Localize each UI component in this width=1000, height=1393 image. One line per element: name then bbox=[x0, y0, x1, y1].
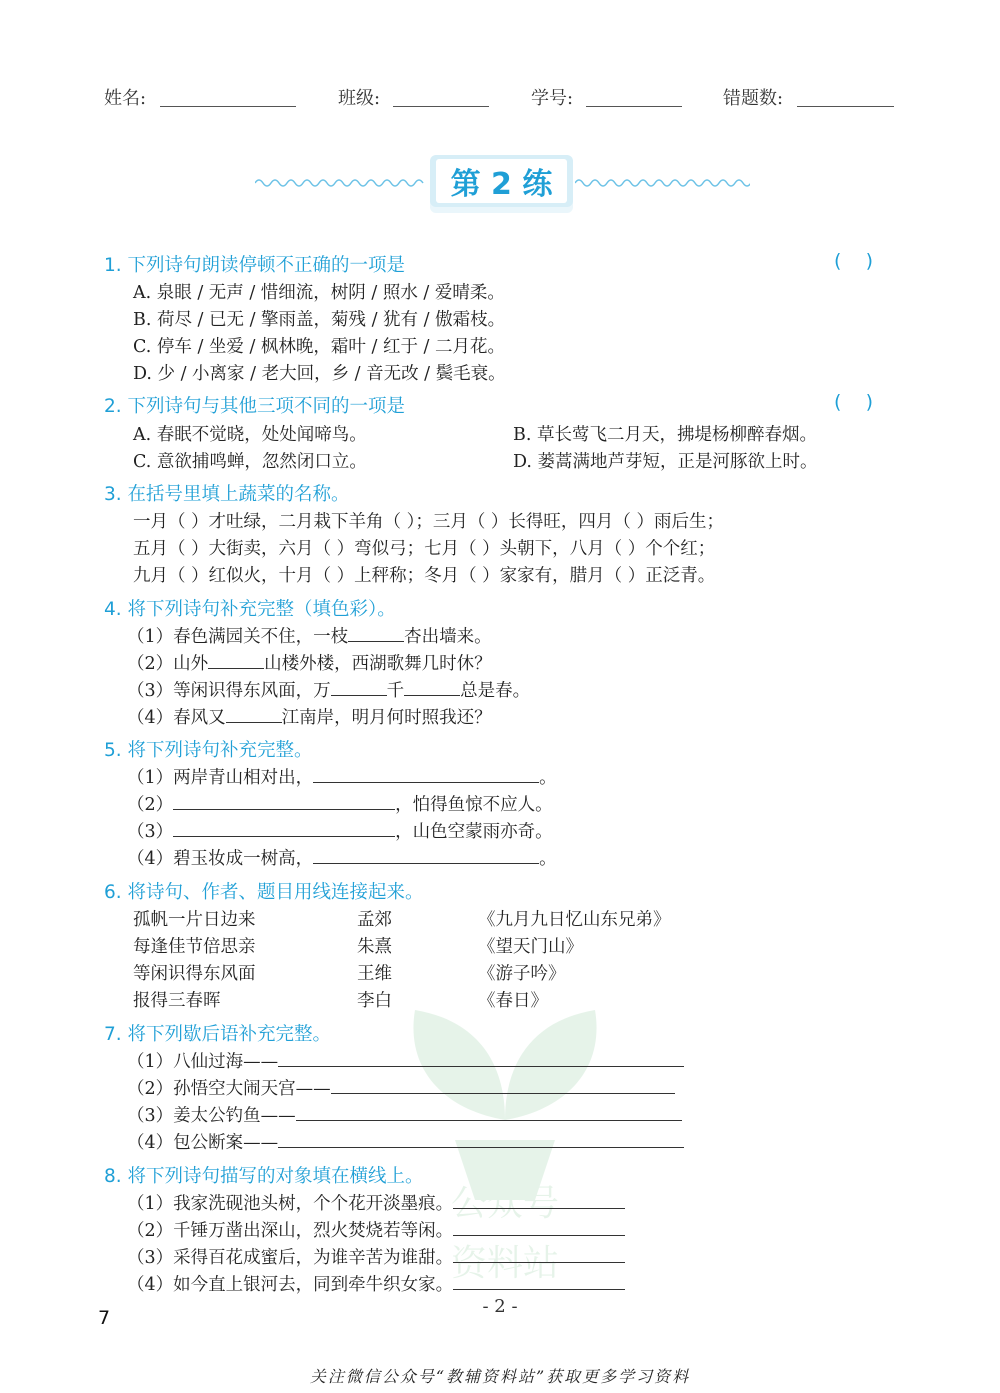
q5-item-2: （2） ，怕得鱼惊不应人。 bbox=[127, 791, 553, 816]
q1-option-b: B. 荷尽 / 已无 / 擎雨盖，菊残 / 犹有 / 傲霜枝。 bbox=[133, 310, 506, 330]
class-field[interactable] bbox=[393, 106, 489, 107]
q6-line-1: 孤帆一片日边来 bbox=[133, 910, 256, 930]
q7-blank-1[interactable] bbox=[278, 1048, 684, 1067]
question-4-title: 4. 将下列诗句补充完整（填色彩）。 bbox=[104, 599, 396, 620]
question-8-title: 8. 将下列诗句描写的对象填在横线上。 bbox=[104, 1166, 424, 1187]
name-field[interactable] bbox=[160, 106, 296, 107]
error-count-label: 错题数: bbox=[723, 88, 784, 109]
question-2-answer-paren[interactable]: ( ) bbox=[834, 391, 873, 413]
q4-blank-2[interactable] bbox=[208, 650, 264, 669]
q8-blank-4[interactable] bbox=[453, 1271, 625, 1290]
watermark-text-1: 公众号 bbox=[450, 1183, 560, 1224]
q6-line-3: 等闲识得东风面 bbox=[133, 964, 256, 984]
q7-item-2: （2）孙悟空大闹天宫—— bbox=[127, 1075, 697, 1100]
left-wave-decoration bbox=[255, 177, 427, 189]
page-title: 第 2 练 bbox=[436, 159, 567, 203]
question-2-title: 2. 下列诗句与其他三项不同的一项是 bbox=[104, 396, 406, 417]
q6-author-1: 孟郊 bbox=[357, 910, 392, 930]
q8-blank-2[interactable] bbox=[453, 1217, 625, 1236]
q8-item-2: （2）千锤万凿出深山，烈火焚烧若等闲。 bbox=[127, 1217, 625, 1242]
q4-item-4: （4）春风又 江南岸，明月何时照我还？ bbox=[127, 704, 492, 729]
question-1-title: 1. 下列诗句朗读停顿不正确的一项是 bbox=[104, 255, 406, 276]
q7-blank-4[interactable] bbox=[278, 1129, 684, 1148]
question-7-title: 7. 将下列歇后语补充完整。 bbox=[104, 1024, 332, 1045]
q7-item-4: （4）包公断案—— bbox=[127, 1129, 697, 1154]
question-6-title: 6. 将诗句、作者、题目用线连接起来。 bbox=[104, 882, 424, 903]
student-id-label: 学号: bbox=[531, 88, 574, 109]
title-badge bbox=[430, 155, 573, 207]
q5-blank-2[interactable] bbox=[173, 791, 395, 810]
q6-work-3: 《游子吟》 bbox=[478, 964, 566, 984]
q6-author-4: 李白 bbox=[357, 991, 392, 1011]
name-label: 姓名: bbox=[104, 88, 147, 109]
q5-item-1: （1）两岸青山相对出， 。 bbox=[127, 764, 557, 789]
q5-blank-4[interactable] bbox=[313, 845, 539, 864]
q4-blank-3a[interactable] bbox=[331, 677, 387, 696]
class-label: 班级: bbox=[338, 88, 381, 109]
q6-line-2: 每逢佳节倍思亲 bbox=[133, 937, 256, 957]
question-5-title: 5. 将下列诗句补充完整。 bbox=[104, 740, 313, 761]
q2-option-b: B. 草长莺飞二月天，拂堤杨柳醉春烟。 bbox=[513, 425, 817, 445]
right-wave-decoration bbox=[575, 177, 750, 189]
q1-option-a: A. 泉眼 / 无声 / 惜细流，树阴 / 照水 / 爱晴柔。 bbox=[133, 283, 505, 303]
q1-option-d: D. 少 / 小离家 / 老大回，乡 / 音无改 / 鬓毛衰。 bbox=[133, 364, 506, 384]
q8-item-1: （1）我家洗砚池头树，个个花开淡墨痕。 bbox=[127, 1190, 625, 1215]
q6-work-4: 《春日》 bbox=[478, 991, 548, 1011]
q4-item-3: （3）等闲识得东风面，万 千 总是春。 bbox=[127, 677, 530, 702]
q4-blank-4[interactable] bbox=[226, 704, 282, 723]
q2-option-c: C. 意欲捕鸣蝉，忽然闭口立。 bbox=[133, 452, 367, 472]
q1-option-c: C. 停车 / 坐爱 / 枫林晚，霜叶 / 红于 / 二月花。 bbox=[133, 337, 505, 357]
q6-work-1: 《九月九日忆山东兄弟》 bbox=[478, 910, 671, 930]
exercise-title-banner bbox=[255, 155, 750, 215]
q5-blank-3[interactable] bbox=[173, 818, 395, 837]
q8-item-4: （4）如今直上银河去，同到牵牛织女家。 bbox=[127, 1271, 625, 1296]
footer-note: 关注微信公众号“教辅资料站”获取更多学习资料 bbox=[309, 1367, 691, 1386]
q6-author-3: 王维 bbox=[357, 964, 392, 984]
q7-item-1: （1）八仙过海—— bbox=[127, 1048, 697, 1073]
q7-item-3: （3）姜太公钓鱼—— bbox=[127, 1102, 697, 1127]
q2-option-d: D. 蒌蒿满地芦芽短，正是河豚欲上时。 bbox=[513, 452, 818, 472]
page-number: - 2 - bbox=[482, 1296, 518, 1317]
q4-item-1: （1）春色满园关不住，一枝 杏出墙来。 bbox=[127, 623, 492, 648]
q5-item-3: （3） ，山色空蒙雨亦奇。 bbox=[127, 818, 553, 843]
q3-row-2: 五月（ ）大街卖，六月（ ）弯似弓；七月（ ）头朝下，八月（ ）个个红； bbox=[133, 539, 716, 559]
q7-blank-3[interactable] bbox=[296, 1102, 682, 1121]
q3-row-3: 九月（ ）红似火，十月（ ）上秤称；冬月（ ）家家有，腊月（ ）正泛青。 bbox=[133, 566, 716, 586]
q4-blank-3b[interactable] bbox=[404, 677, 460, 696]
q2-option-a: A. 春眠不觉晓，处处闻啼鸟。 bbox=[133, 425, 367, 445]
q6-work-2: 《望天门山》 bbox=[478, 937, 583, 957]
q8-blank-1[interactable] bbox=[453, 1190, 625, 1209]
corner-number: 7 bbox=[98, 1307, 111, 1329]
q8-item-3: （3）采得百花成蜜后，为谁辛苦为谁甜。 bbox=[127, 1244, 625, 1269]
q7-blank-2[interactable] bbox=[331, 1075, 675, 1094]
error-count-field[interactable] bbox=[797, 106, 894, 107]
q4-blank-1[interactable] bbox=[348, 623, 404, 642]
q5-blank-1[interactable] bbox=[313, 764, 539, 783]
q5-item-4: （4）碧玉妆成一树高， 。 bbox=[127, 845, 557, 870]
q4-item-2: （2）山外 山楼外楼，西湖歌舞几时休？ bbox=[127, 650, 492, 675]
watermark-text-2: 资料站 bbox=[450, 1243, 560, 1284]
question-3-title: 3. 在括号里填上蔬菜的名称。 bbox=[104, 484, 350, 505]
q8-blank-3[interactable] bbox=[453, 1244, 625, 1263]
student-id-field[interactable] bbox=[586, 106, 682, 107]
q6-line-4: 报得三春晖 bbox=[133, 991, 221, 1011]
question-1-answer-paren[interactable]: ( ) bbox=[834, 250, 873, 272]
q3-row-1: 一月（ ）才吐绿，二月栽下羊角（ ）；三月（ ）长得旺，四月（ ）雨后生； bbox=[133, 512, 724, 532]
q6-author-2: 朱熹 bbox=[357, 937, 392, 957]
